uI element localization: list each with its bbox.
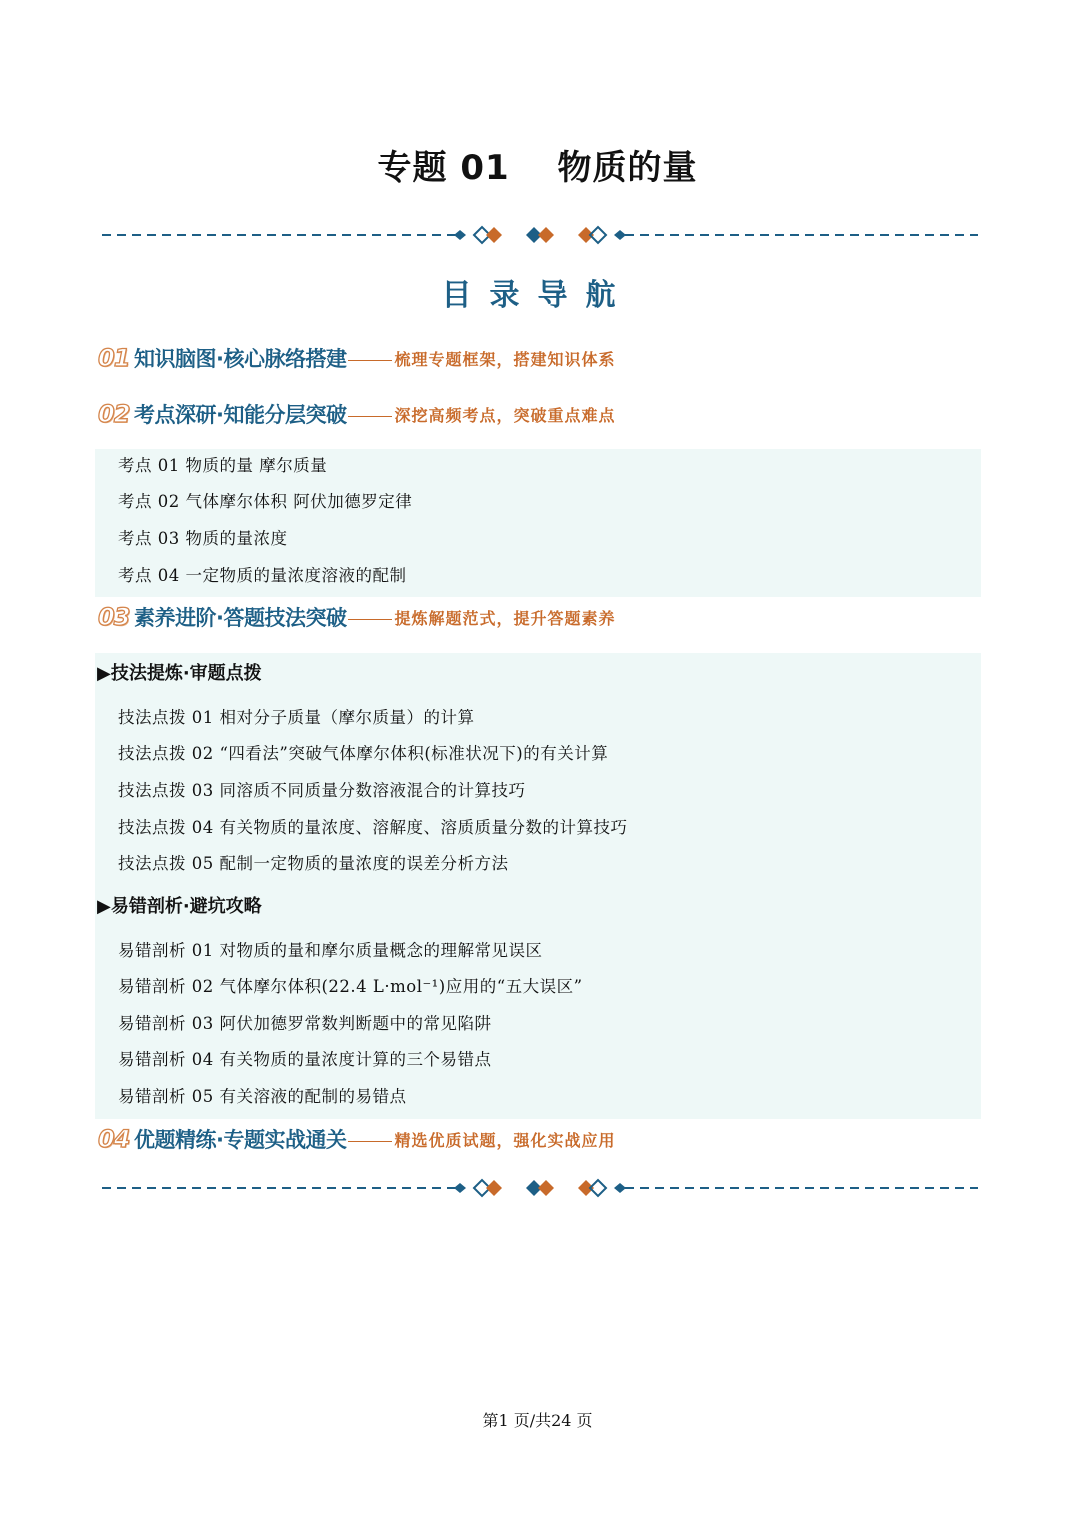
section-tagline: 深挖高频考点，突破重点难点	[394, 405, 616, 425]
section-name: 素养进阶·答题技法突破	[134, 606, 347, 630]
section-dash	[348, 619, 392, 620]
kaodian-item[interactable]: 考点 01 物质的量 摩尔质量	[118, 456, 328, 475]
yicuo-item[interactable]: 易错剖析 02 气体摩尔体积(22.4 L·mol⁻¹)应用的“五大误区”	[118, 977, 583, 996]
section-tagline: 精选优质试题，强化实战应用	[394, 1130, 616, 1150]
section-dash	[348, 360, 392, 361]
section-name: 优题精练·专题实战通关	[134, 1128, 347, 1152]
jifa-item[interactable]: 技法点拨 01 相对分子质量（摩尔质量）的计算	[118, 708, 475, 727]
jifa-heading: ▶技法提炼·审题点拨	[97, 663, 262, 684]
section-number: 01	[98, 344, 130, 372]
page-footer: 第1 页/共24 页	[482, 1411, 593, 1430]
yicuo-item[interactable]: 易错剖析 04 有关物质的量浓度计算的三个易错点	[118, 1050, 492, 1069]
section-name: 知识脑图·核心脉络搭建	[134, 347, 347, 371]
section-01[interactable]	[98, 341, 616, 375]
section-dash	[348, 1141, 392, 1142]
section-dash	[348, 416, 392, 417]
kaodian-item[interactable]: 考点 04 一定物质的量浓度溶液的配制	[118, 566, 407, 585]
page-title: 专题 01 物质的量	[377, 148, 698, 188]
toc-heading: 目录导航	[441, 278, 634, 313]
section-04[interactable]	[98, 1122, 616, 1156]
yicuo-item[interactable]: 易错剖析 03 阿伏加德罗常数判断题中的常见陷阱	[118, 1014, 492, 1033]
section-number: 04	[98, 1125, 130, 1153]
jifa-item[interactable]: 技法点拨 04 有关物质的量浓度、溶解度、溶质质量分数的计算技巧	[118, 818, 628, 837]
section-number: 02	[98, 400, 130, 428]
kaodian-item[interactable]: 考点 02 气体摩尔体积 阿伏加德罗定律	[118, 492, 413, 511]
section-number: 03	[98, 603, 130, 631]
section-03[interactable]	[98, 600, 616, 634]
decorative-divider-top	[100, 223, 980, 247]
yicuo-heading: ▶易错剖析·避坑攻略	[97, 896, 262, 917]
jifa-item[interactable]: 技法点拨 05 配制一定物质的量浓度的误差分析方法	[118, 854, 509, 873]
yicuo-item[interactable]: 易错剖析 01 对物质的量和摩尔质量概念的理解常见误区	[118, 941, 543, 960]
yicuo-item[interactable]: 易错剖析 05 有关溶液的配制的易错点	[118, 1087, 407, 1106]
section-02[interactable]	[98, 397, 616, 431]
decorative-divider-bottom	[100, 1176, 980, 1200]
jifa-item[interactable]: 技法点拨 03 同溶质不同质量分数溶液混合的计算技巧	[118, 781, 526, 800]
jifa-item[interactable]: 技法点拨 02 “四看法”突破气体摩尔体积(标准状况下)的有关计算	[118, 744, 609, 763]
kaodian-item[interactable]: 考点 03 物质的量浓度	[118, 529, 288, 548]
section-tagline: 提炼解题范式，提升答题素养	[394, 608, 616, 628]
section-name: 考点深研·知能分层突破	[134, 403, 347, 427]
section-tagline: 梳理专题框架，搭建知识体系	[394, 349, 616, 369]
